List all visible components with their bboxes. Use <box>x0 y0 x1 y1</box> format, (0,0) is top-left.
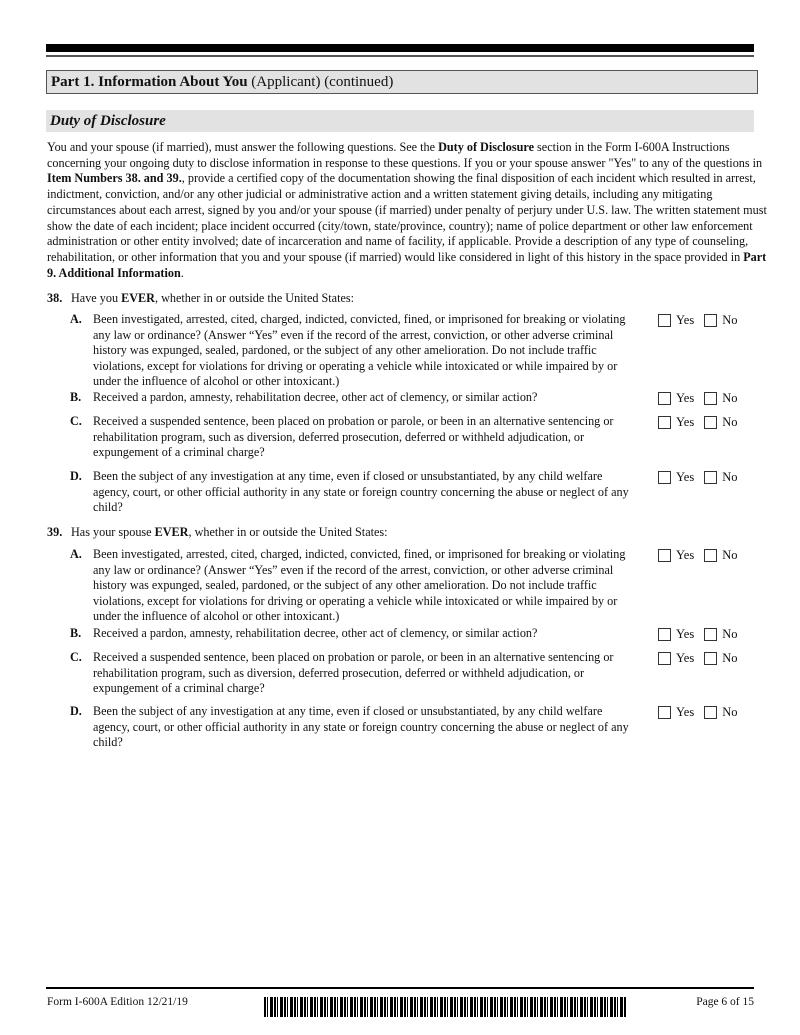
no-label: No <box>722 705 738 719</box>
item-text: Received a pardon, amnesty, rehabilitation decree, other act of clemency, or similar action? <box>93 390 538 404</box>
yes-checkbox[interactable] <box>658 628 671 641</box>
no-checkbox[interactable] <box>704 706 717 719</box>
part-subtitle: (Applicant) (continued) <box>247 74 394 90</box>
section-title: Duty of Disclosure <box>46 110 754 132</box>
no-label: No <box>722 470 738 484</box>
no-label: No <box>722 651 738 665</box>
yes-no-choice <box>658 627 737 642</box>
question-item <box>70 704 630 751</box>
item-letter: D. <box>70 704 82 718</box>
yes-no-choice <box>658 313 737 328</box>
question-item <box>70 469 630 516</box>
question-item <box>70 414 630 461</box>
yes-label: Yes <box>676 627 695 641</box>
question-item <box>70 626 630 642</box>
no-checkbox[interactable] <box>704 549 717 562</box>
yes-checkbox[interactable] <box>658 416 671 429</box>
no-label: No <box>722 627 738 641</box>
item-letter: B. <box>70 390 82 404</box>
yes-label: Yes <box>676 470 695 484</box>
footer-rule <box>46 987 754 989</box>
yes-label: Yes <box>676 651 695 665</box>
yes-checkbox[interactable] <box>658 471 671 484</box>
no-label: No <box>722 313 738 327</box>
item-text: Received a suspended sentence, been placed on probation or parole, or been in an alternative sentencing or rehabilitation program, such as diversion, deferred prosecution, deferred or withheld adjudication, or expungement of a criminal charge? <box>93 650 614 695</box>
question-item <box>70 547 630 625</box>
yes-no-choice <box>658 391 737 406</box>
yes-checkbox[interactable] <box>658 652 671 665</box>
yes-label: Yes <box>676 548 695 562</box>
item-letter: C. <box>70 414 82 428</box>
form-edition: Form I-600A Edition 12/21/19 <box>47 996 188 1008</box>
item-text: Been investigated, arrested, cited, charged, indicted, convicted, fined, or imprisoned for breaking or violating any law or ordinance? (Answer “Yes” even if the record of the arrest, conviction, or other adverse criminal history was expunged, sealed, pardoned, or the subject of any other amelioration. Do not include traffic violations, except for violations for driving or operating a vehicle while intoxicated or while impaired by or under the influence of alcohol or other intoxicant.) <box>93 547 626 623</box>
barcode <box>264 997 626 1017</box>
top-thin-rule <box>46 55 754 57</box>
item-text: Been investigated, arrested, cited, charged, indicted, convicted, fined, or imprisoned for breaking or violating any law or ordinance? (Answer “Yes” even if the record of the arrest, conviction, or other adverse criminal history was expunged, sealed, pardoned, or the subject of any other amelioration. Do not include traffic violations, except for violations for driving or operating a vehicle while intoxicated or while impaired by or under the influence of alcohol or other intoxicant.) <box>93 312 626 388</box>
part-header <box>46 70 758 94</box>
no-label: No <box>722 391 738 405</box>
item-text: Received a suspended sentence, been placed on probation or parole, or been in an alternative sentencing or rehabilitation program, such as diversion, deferred prosecution, deferred or withheld adjudication, or expungement of a criminal charge? <box>93 414 614 459</box>
no-checkbox[interactable] <box>704 471 717 484</box>
yes-no-choice <box>658 651 737 666</box>
yes-no-choice <box>658 705 737 720</box>
item-letter: A. <box>70 547 82 561</box>
yes-label: Yes <box>676 313 695 327</box>
top-rule <box>46 44 754 52</box>
yes-checkbox[interactable] <box>658 392 671 405</box>
yes-checkbox[interactable] <box>658 549 671 562</box>
part-title: Part 1. Information About You <box>51 74 248 90</box>
item-letter: D. <box>70 469 82 483</box>
yes-checkbox[interactable] <box>658 314 671 327</box>
yes-label: Yes <box>676 705 695 719</box>
no-checkbox[interactable] <box>704 314 717 327</box>
item-text: Been the subject of any investigation at any time, even if closed or unsubstantiated, by any child welfare agency, court, or other official authority in any state or foreign country concerning the abuse or neglect of any child? <box>93 469 629 514</box>
item-text: Been the subject of any investigation at any time, even if closed or unsubstantiated, by any child welfare agency, court, or other official authority in any state or foreign country concerning the abuse or neglect of any child? <box>93 704 629 749</box>
question-item <box>70 390 630 406</box>
no-checkbox[interactable] <box>704 392 717 405</box>
yes-checkbox[interactable] <box>658 706 671 719</box>
item-letter: A. <box>70 312 82 326</box>
yes-no-choice <box>658 548 737 563</box>
no-label: No <box>722 415 738 429</box>
no-checkbox[interactable] <box>704 652 717 665</box>
yes-no-choice <box>658 470 737 485</box>
question-38-heading: 38. Have you EVER, whether in or outside the United States: <box>47 291 354 305</box>
yes-label: Yes <box>676 391 695 405</box>
question-item <box>70 650 630 697</box>
yes-no-choice <box>658 415 737 430</box>
no-checkbox[interactable] <box>704 416 717 429</box>
page-number: Page 6 of 15 <box>696 996 754 1008</box>
yes-label: Yes <box>676 415 695 429</box>
no-checkbox[interactable] <box>704 628 717 641</box>
item-letter: C. <box>70 650 82 664</box>
item-letter: B. <box>70 626 82 640</box>
intro-paragraph: You and your spouse (if married), must answer the following questions. See the Duty of Disclosure section in the Form I-600A Instructions concerning your ongoing duty to disclose information in response to these questions. If you or your spouse answer "Yes" to any of the questions in Item Numbers 38. and 39., provide a certified copy of the documentation showing the final disposition of each incident which resulted in arrest, indictment, conviction, and/or any other judicial or administrative action and a written statement giving details, including any mitigating circumstances about each arrest, signed by you and/or your spouse (if married) under penalty of perjury under U.S. law. The written statement must show the date of each incident; place incident occurred (city/town, state/province, country); name of police department or other law enforcement administration or other entity involved; date of incarceration and name of facility, if applicable. Provide a description of any type of counseling, rehabilitation, or other information that you and your spouse (if married) would like considered in light of this history in the space provided in Part 9. Additional Information. <box>47 140 767 280</box>
question-item <box>70 312 630 390</box>
no-label: No <box>722 548 738 562</box>
item-text: Received a pardon, amnesty, rehabilitation decree, other act of clemency, or similar action? <box>93 626 538 640</box>
question-39-heading: 39. Has your spouse EVER, whether in or outside the United States: <box>47 525 388 539</box>
